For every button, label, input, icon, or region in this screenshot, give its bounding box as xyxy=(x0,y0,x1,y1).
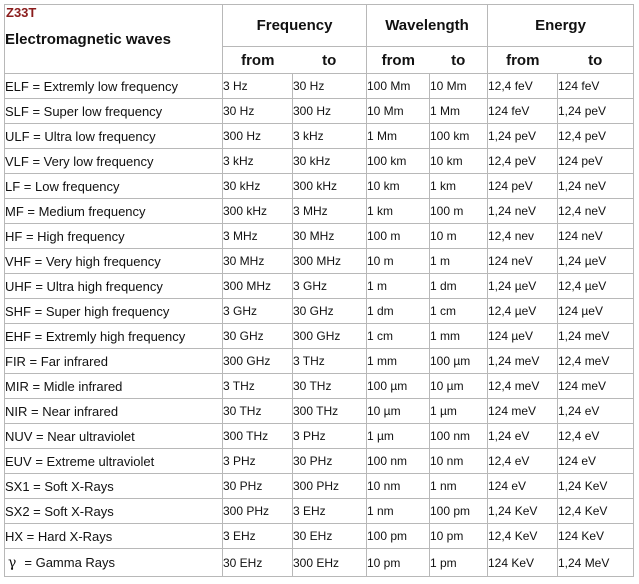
wavelength-to-cell: 10 µm xyxy=(430,374,488,399)
table-row xyxy=(5,374,634,399)
energy-to-cell: 124 feV xyxy=(558,74,634,99)
wavelength-from-cell: 100 nm xyxy=(367,449,430,474)
frequency-to-cell: 3 kHz xyxy=(293,124,367,149)
wavelength-to-cell: 1 Mm xyxy=(430,99,488,124)
band-name: = Gamma Rays xyxy=(24,554,116,570)
frequency-to-cell: 30 PHz xyxy=(293,449,367,474)
wavelength-to-cell: 1 mm xyxy=(430,324,488,349)
energy-from-cell: 1,24 neV xyxy=(488,199,558,224)
energy-from-cell: 1,24 KeV xyxy=(488,499,558,524)
frequency-to-cell: 300 THz xyxy=(293,399,367,424)
band-name-cell: EUV = Extreme ultraviolet xyxy=(5,449,223,474)
band-name-cell: ELF = Extremly low frequency xyxy=(5,74,223,99)
table-row xyxy=(5,299,634,324)
energy-to-cell: 124 neV xyxy=(558,224,634,249)
frequency-from-cell: 3 GHz xyxy=(223,299,293,324)
band-name-cell: FIR = Far infrared xyxy=(5,349,223,374)
wavelength-from-cell: 1 m xyxy=(367,274,430,299)
frequency-from-cell: 300 GHz xyxy=(223,349,293,374)
band-name-cell: NUV = Near ultraviolet xyxy=(5,424,223,449)
wavelength-to-cell: 100 km xyxy=(430,124,488,149)
frequency-from-cell: 30 PHz xyxy=(223,474,293,499)
energy-to-cell: 1,24 peV xyxy=(558,99,634,124)
frequency-from-cell: 30 EHz xyxy=(223,549,293,577)
energy-heading: Energy xyxy=(488,5,634,47)
wavelength-to-cell: 1 cm xyxy=(430,299,488,324)
frequency-from-cell: 30 GHz xyxy=(223,324,293,349)
band-name-cell: MIR = Midle infrared xyxy=(5,374,223,399)
frequency-to-cell: 30 MHz xyxy=(293,224,367,249)
wavelength-to-cell: 100 pm xyxy=(430,499,488,524)
wavelength-to-cell: 1 dm xyxy=(430,274,488,299)
frequency-to-cell: 30 kHz xyxy=(293,149,367,174)
em-spectrum-table xyxy=(4,4,634,577)
wavelength-to-cell: 100 nm xyxy=(430,424,488,449)
wavelength-to-cell: 10 km xyxy=(430,149,488,174)
energy-to-cell: 12,4 peV xyxy=(558,124,634,149)
energy-from-cell: 12,4 peV xyxy=(488,149,558,174)
energy-from-cell: 12,4 µeV xyxy=(488,299,558,324)
wavelength-to-cell: 1 m xyxy=(430,249,488,274)
energy-from-cell: 1,24 µeV xyxy=(488,274,558,299)
wavelength-heading: Wavelength xyxy=(367,5,488,47)
frequency-to-heading: to xyxy=(293,47,367,74)
wavelength-from-cell: 10 nm xyxy=(367,474,430,499)
band-name-cell: LF = Low frequency xyxy=(5,174,223,199)
table-row xyxy=(5,124,634,149)
energy-from-cell: 1,24 peV xyxy=(488,124,558,149)
band-name-cell: SX2 = Soft X-Rays xyxy=(5,499,223,524)
energy-to-cell: 12,4 neV xyxy=(558,199,634,224)
frequency-heading: Frequency xyxy=(223,5,367,47)
table-row xyxy=(5,174,634,199)
energy-from-cell: 12,4 nev xyxy=(488,224,558,249)
frequency-from-cell: 3 THz xyxy=(223,374,293,399)
table-row xyxy=(5,524,634,549)
band-name-cell: HX = Hard X-Rays xyxy=(5,524,223,549)
wavelength-from-cell: 100 km xyxy=(367,149,430,174)
table-body xyxy=(5,74,634,577)
energy-to-cell: 1,24 meV xyxy=(558,324,634,349)
wavelength-from-cell: 100 m xyxy=(367,224,430,249)
band-name-cell: SLF = Super low frequency xyxy=(5,99,223,124)
frequency-from-cell: 3 kHz xyxy=(223,149,293,174)
band-name-cell: ULF = Ultra low frequency xyxy=(5,124,223,149)
frequency-from-cell: 3 EHz xyxy=(223,524,293,549)
frequency-from-cell: 30 MHz xyxy=(223,249,293,274)
energy-from-cell: 12,4 eV xyxy=(488,449,558,474)
energy-from-cell: 124 µeV xyxy=(488,324,558,349)
frequency-to-cell: 300 MHz xyxy=(293,249,367,274)
band-name-cell: UHF = Ultra high frequency xyxy=(5,274,223,299)
energy-from-cell: 12,4 meV xyxy=(488,374,558,399)
frequency-to-cell: 300 kHz xyxy=(293,174,367,199)
energy-from-cell: 1,24 eV xyxy=(488,424,558,449)
frequency-from-cell: 30 Hz xyxy=(223,99,293,124)
energy-to-cell: 12,4 KeV xyxy=(558,499,634,524)
table-row xyxy=(5,324,634,349)
frequency-to-cell: 300 PHz xyxy=(293,474,367,499)
frequency-from-cell: 300 MHz xyxy=(223,274,293,299)
wavelength-from-cell: 100 µm xyxy=(367,374,430,399)
frequency-from-cell: 300 kHz xyxy=(223,199,293,224)
energy-from-cell: 12,4 KeV xyxy=(488,524,558,549)
wavelength-from-cell: 10 pm xyxy=(367,549,430,577)
table-row xyxy=(5,424,634,449)
wavelength-from-cell: 1 mm xyxy=(367,349,430,374)
wavelength-to-cell: 10 nm xyxy=(430,449,488,474)
frequency-from-cell: 30 THz xyxy=(223,399,293,424)
energy-to-cell: 124 peV xyxy=(558,149,634,174)
band-name-cell xyxy=(5,549,223,577)
frequency-to-cell: 300 Hz xyxy=(293,99,367,124)
energy-from-cell: 124 eV xyxy=(488,474,558,499)
frequency-from-cell: 3 PHz xyxy=(223,449,293,474)
energy-to-cell: 12,4 eV xyxy=(558,424,634,449)
table-row xyxy=(5,499,634,524)
band-name-cell: SHF = Super high frequency xyxy=(5,299,223,324)
table-row xyxy=(5,199,634,224)
energy-from-heading: from xyxy=(488,47,558,74)
wavelength-from-cell: 10 Mm xyxy=(367,99,430,124)
corner-tag: Z33T xyxy=(6,5,37,20)
frequency-to-cell: 3 MHz xyxy=(293,199,367,224)
frequency-to-cell: 3 EHz xyxy=(293,499,367,524)
energy-to-cell: 1,24 µeV xyxy=(558,249,634,274)
energy-from-cell: 124 meV xyxy=(488,399,558,424)
frequency-to-cell: 300 GHz xyxy=(293,324,367,349)
energy-to-cell: 124 eV xyxy=(558,449,634,474)
wavelength-to-cell: 10 Mm xyxy=(430,74,488,99)
energy-to-heading: to xyxy=(558,47,634,74)
table-row xyxy=(5,249,634,274)
table-row xyxy=(5,149,634,174)
energy-from-cell: 1,24 meV xyxy=(488,349,558,374)
energy-to-cell: 12,4 meV xyxy=(558,349,634,374)
wavelength-from-cell: 100 pm xyxy=(367,524,430,549)
table-row xyxy=(5,274,634,299)
band-name-cell: EHF = Extremly high frequency xyxy=(5,324,223,349)
wavelength-from-cell: 1 nm xyxy=(367,499,430,524)
band-name-cell: SX1 = Soft X-Rays xyxy=(5,474,223,499)
energy-to-cell: 1,24 neV xyxy=(558,174,634,199)
table-row xyxy=(5,449,634,474)
wavelength-to-cell: 1 µm xyxy=(430,399,488,424)
frequency-to-cell: 30 GHz xyxy=(293,299,367,324)
frequency-to-cell: 3 THz xyxy=(293,349,367,374)
wavelength-to-cell: 10 m xyxy=(430,224,488,249)
wavelength-from-cell: 100 Mm xyxy=(367,74,430,99)
band-name-cell: NIR = Near infrared xyxy=(5,399,223,424)
table-header xyxy=(5,5,634,74)
wavelength-from-cell: 1 µm xyxy=(367,424,430,449)
wavelength-to-cell: 1 pm xyxy=(430,549,488,577)
wavelength-from-cell: 1 km xyxy=(367,199,430,224)
wavelength-from-heading: from xyxy=(367,47,430,74)
table-row xyxy=(5,549,634,577)
frequency-to-cell: 30 THz xyxy=(293,374,367,399)
table-row xyxy=(5,99,634,124)
frequency-from-heading: from xyxy=(223,47,293,74)
wavelength-from-cell: 10 µm xyxy=(367,399,430,424)
energy-to-cell: 1,24 KeV xyxy=(558,474,634,499)
wavelength-from-cell: 1 Mm xyxy=(367,124,430,149)
energy-from-cell: 124 KeV xyxy=(488,549,558,577)
frequency-from-cell: 30 kHz xyxy=(223,174,293,199)
table-row xyxy=(5,349,634,374)
frequency-to-cell: 30 EHz xyxy=(293,524,367,549)
wavelength-from-cell: 1 cm xyxy=(367,324,430,349)
wavelength-to-heading: to xyxy=(430,47,488,74)
frequency-to-cell: 300 EHz xyxy=(293,549,367,577)
table-row xyxy=(5,474,634,499)
energy-from-cell: 124 neV xyxy=(488,249,558,274)
frequency-to-cell: 3 PHz xyxy=(293,424,367,449)
energy-to-cell: 124 meV xyxy=(558,374,634,399)
wavelength-to-cell: 100 m xyxy=(430,199,488,224)
band-name-cell: VHF = Very high frequency xyxy=(5,249,223,274)
energy-to-cell: 1,24 MeV xyxy=(558,549,634,577)
frequency-to-cell: 30 Hz xyxy=(293,74,367,99)
frequency-from-cell: 300 Hz xyxy=(223,124,293,149)
energy-from-cell: 124 peV xyxy=(488,174,558,199)
wavelength-to-cell: 10 pm xyxy=(430,524,488,549)
frequency-from-cell: 3 Hz xyxy=(223,74,293,99)
wavelength-from-cell: 10 km xyxy=(367,174,430,199)
table-row xyxy=(5,224,634,249)
frequency-from-cell: 300 PHz xyxy=(223,499,293,524)
frequency-from-cell: 3 MHz xyxy=(223,224,293,249)
wavelength-to-cell: 1 nm xyxy=(430,474,488,499)
wavelength-from-cell: 10 m xyxy=(367,249,430,274)
wavelength-to-cell: 100 µm xyxy=(430,349,488,374)
table-title: Electromagnetic waves xyxy=(5,5,223,74)
energy-from-cell: 124 feV xyxy=(488,99,558,124)
energy-to-cell: 124 KeV xyxy=(558,524,634,549)
wavelength-from-cell: 1 dm xyxy=(367,299,430,324)
gamma-symbol: γ xyxy=(8,554,17,571)
table-row xyxy=(5,399,634,424)
band-name-cell: MF = Medium frequency xyxy=(5,199,223,224)
frequency-from-cell: 300 THz xyxy=(223,424,293,449)
frequency-to-cell: 3 GHz xyxy=(293,274,367,299)
energy-to-cell: 12,4 µeV xyxy=(558,274,634,299)
energy-from-cell: 12,4 feV xyxy=(488,74,558,99)
table-row xyxy=(5,74,634,99)
energy-to-cell: 124 µeV xyxy=(558,299,634,324)
band-name-cell: VLF = Very low frequency xyxy=(5,149,223,174)
wavelength-to-cell: 1 km xyxy=(430,174,488,199)
band-name-cell: HF = High frequency xyxy=(5,224,223,249)
energy-to-cell: 1,24 eV xyxy=(558,399,634,424)
